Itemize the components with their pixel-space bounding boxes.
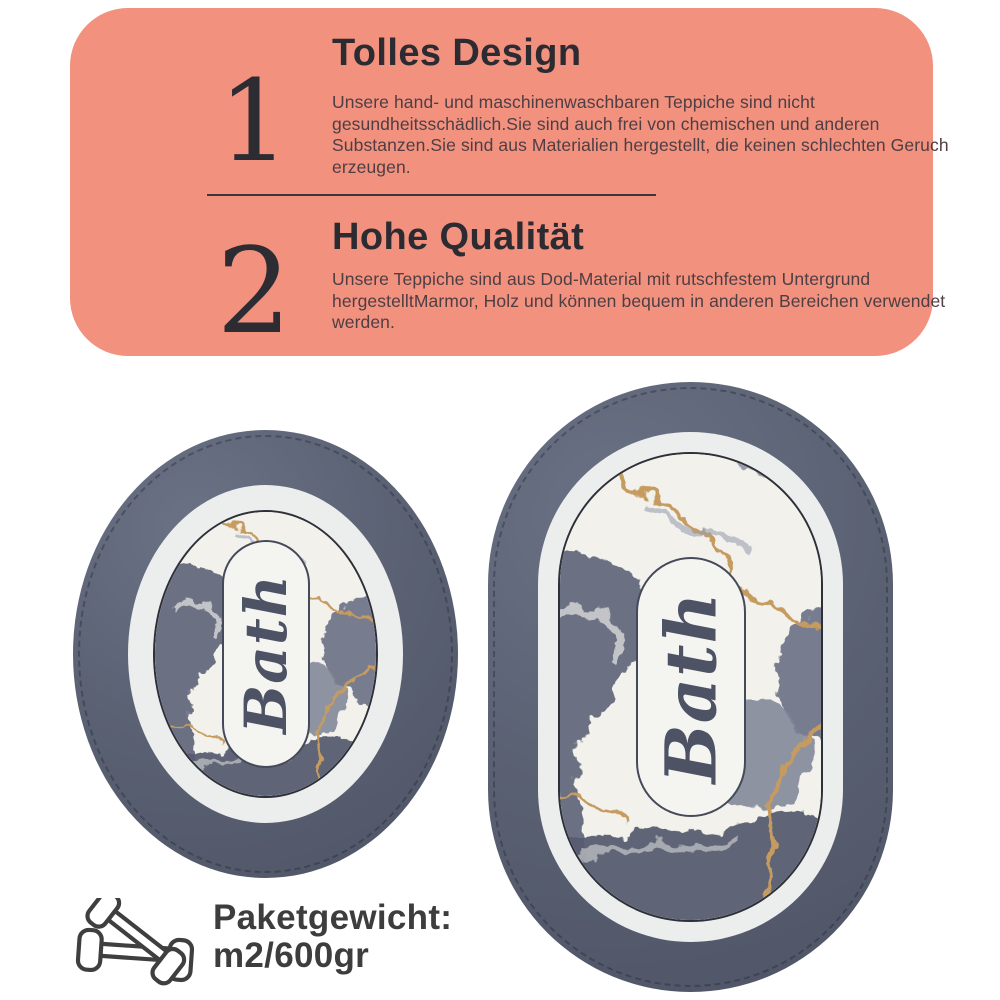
package-weight-text bbox=[213, 899, 452, 975]
bath-label: Bath bbox=[649, 591, 732, 783]
section-divider bbox=[207, 194, 656, 196]
section-1-body: Unsere hand- und maschinenwaschbaren Teppiche sind nicht gesundheitsschädlich.Sie sind auch frei von chemischen und anderen Substanzen.Sie sind aus Materialien hergestellt, die keinen schlechten Geruch erzeugen. bbox=[332, 92, 949, 177]
section-1-title: Tolles Design bbox=[332, 32, 582, 74]
dumbbells-icon bbox=[75, 898, 197, 986]
bath-label-pill bbox=[636, 557, 746, 817]
section-1-number: 1 bbox=[218, 57, 290, 187]
package-weight-title: Paketgewicht: bbox=[213, 898, 453, 937]
bath-mat-large bbox=[488, 382, 893, 992]
section-2-title: Hohe Qualität bbox=[332, 216, 585, 258]
section-2-body: Unsere Teppiche sind aus Dod-Material mit rutschfestem Untergrund hergestelltMarmor, Holz und können bequem in anderen Bereichen verwendet werden. bbox=[332, 269, 946, 332]
bath-label-pill bbox=[222, 540, 310, 768]
feature-panel bbox=[70, 8, 949, 360]
section-2-number: 2 bbox=[216, 222, 292, 360]
bath-label: Bath bbox=[231, 574, 300, 734]
package-weight-value: m2/600gr bbox=[213, 936, 370, 975]
bath-mat-small bbox=[73, 430, 458, 878]
